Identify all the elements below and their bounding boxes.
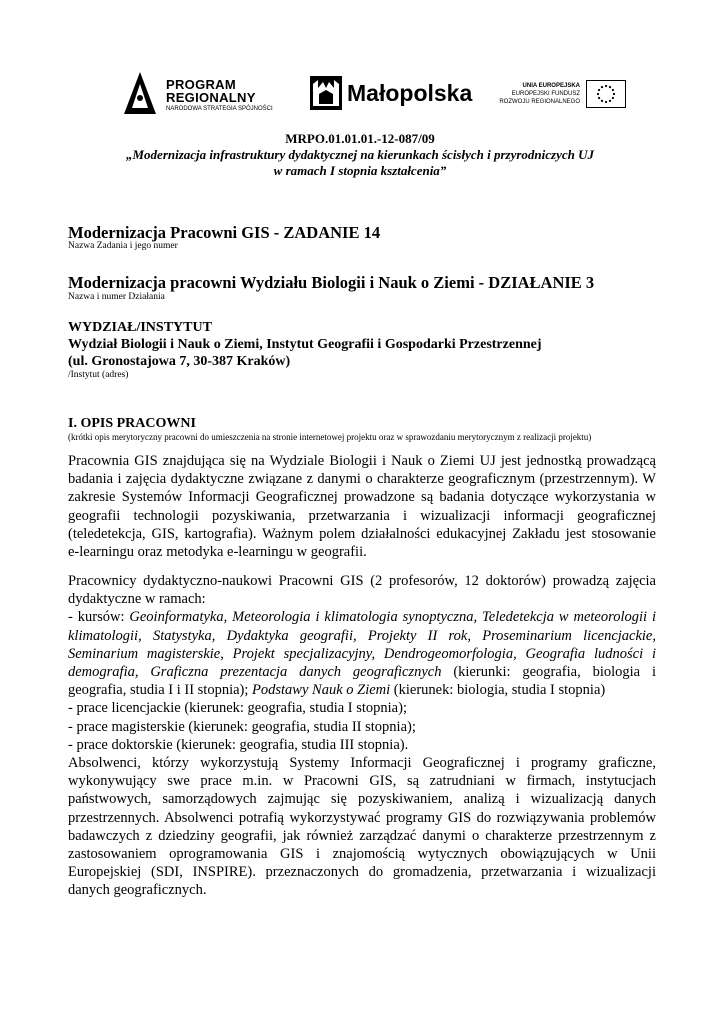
graduates-line: zastosowaniem oprogramowania GIS i znajomością wytycznych obowiązujących w Unii — [68, 846, 656, 863]
logo-bar — [0, 70, 724, 120]
para2-intro-line: dydaktyczne w ramach: — [68, 591, 206, 608]
list-item-magisterskie: - prace magisterskie (kierunek: geografia, studia II stopnia); — [68, 718, 416, 735]
para1-line: Pracownia GIS znajdująca się na Wydziale Biologii i Nauk o Ziemi UJ jest jednostką prowadzącą — [68, 453, 656, 469]
courses-line — [68, 663, 656, 681]
action-title: Modernizacja pracowni Wydziału Biologii i Nauk o Ziemi - DZIAŁANIE 3 — [68, 273, 595, 292]
program-regionalny-icon — [122, 70, 158, 116]
task-caption: Nazwa Zadania i jego numer — [68, 241, 178, 251]
eu-flag-icon — [586, 80, 626, 108]
faculty-line2: (ul. Gronostajowa 7, 30-387 Kraków) — [68, 354, 291, 369]
program-regionalny-logo — [122, 70, 292, 120]
courses-line — [68, 681, 656, 699]
graduates-line: wykonywujący swe prace m.in. w Pracowni GIS, są zatrudniani w firmach, instytucjach — [68, 773, 656, 790]
courses-plain: geografia, studia I i II stopnia); — [68, 682, 253, 699]
eu-line2: EUROPEJSKI FUNDUSZ — [511, 91, 580, 97]
graduates-line: państwowych, samorządowych zajmując się pozyskiwaniem, analizą i wizualizacją danych — [68, 791, 656, 808]
para1-line: (teledetekcja, GIS, kartografia). Ważnym polem działalności edukacyjnej Zakładu jest stosowanie — [68, 525, 656, 542]
project-number: MRPO.01.01.01.-12-087/09 — [285, 131, 435, 146]
graduates-line: Europejskiej (SDI, INSPIRE). przeznaczonych do gromadzenia, przetwarzania i wizualizacji — [68, 864, 656, 881]
project-title-line1: „Modernizacja infrastruktury dydaktycznej na kierunkach ścisłych i przyrodniczych UJ — [125, 147, 595, 162]
program-line1: PROGRAM — [166, 77, 236, 92]
program-line2: REGIONALNY — [166, 90, 256, 105]
courses-prefix: - kursów: — [68, 609, 130, 626]
malopolska-crest-icon — [310, 76, 342, 110]
project-title-line2: w ramach I stopnia kształcenia” — [273, 163, 447, 178]
graduates-line: danych geograficznych. — [68, 882, 207, 899]
courses-text: Podstawy Nauk o Ziemi — [252, 682, 391, 699]
program-line3: NARODOWA STRATEGIA SPÓJNOŚCI — [166, 106, 273, 112]
description-paragraph-1 — [68, 452, 656, 561]
malopolska-logo — [310, 76, 480, 112]
faculty-caption: /Instytut (adres) — [68, 370, 129, 380]
eu-line3: ROZWOJU REGIONALNEGO — [499, 99, 580, 105]
section-caption: (krótki opis merytoryczny pracowni do umieszczenia na stronie internetowej projektu oraz w sprawozdaniu merytorycznym z realizacji projektu) — [68, 432, 592, 442]
para1-line: e-learningu oraz metodyka e-learningu w geografii. — [68, 544, 367, 561]
eu-text — [490, 82, 580, 106]
para1-line: zakresie Systemów Informacji Geograficznej prowadzone są badania dotyczące wykorzystania w — [68, 489, 656, 506]
courses-line — [68, 627, 656, 645]
eu-line1: UNIA EUROPEJSKA — [522, 83, 580, 89]
para1-line: badania i zajęcia dydaktyczne związane z danymi o charakterze geograficznym (przestrzennym). W — [68, 471, 656, 488]
faculty-heading: WYDZIAŁ/INSTYTUT — [68, 320, 212, 335]
courses-text: Seminarium magisterskie, Projekt specjalizacyjny, Dendrogeomorfologia, Geografia ludności i — [68, 645, 656, 662]
courses-plain: (kierunki: geografia, biologia i — [441, 664, 656, 681]
graduates-line: badawczych z dziedziny geografii, jak również zarządzać danymi o charakterze przestrzennym z — [68, 827, 656, 844]
para1-line: geografii technologii pozyskiwania, przetwarzania i wizualizacji informacji geograficznej — [68, 507, 656, 524]
description-paragraph-2 — [68, 572, 656, 900]
malopolska-text: Małopolska — [347, 80, 473, 106]
graduates-line: przestrzennych. Absolwenci potrafią wykorzystywać programy GIS do rozwiązywania problemów — [68, 809, 656, 826]
courses-line — [68, 645, 656, 663]
para2-intro-line: Pracownicy dydaktyczno-naukowi Pracowni GIS (2 profesorów, 12 doktorów) prowadzą zajęcia — [68, 573, 656, 589]
faculty-line1: Wydział Biologii i Nauk o Ziemi, Instytut Geografii i Gospodarki Przestrzennej — [68, 337, 542, 352]
courses-text: klimatologii, Statystyka, Dydaktyka geografii, Projekty II rok, Proseminarium licencjackie, — [68, 627, 656, 644]
list-item-licencjackie: - prace licencjackie (kierunek: geografia, studia I stopnia); — [68, 700, 407, 717]
eu-logo — [490, 78, 640, 114]
courses-text: Geoinformatyka, Meteorologia i klimatologia synoptyczna, Teledetekcja w meteorologii i — [129, 609, 656, 626]
courses-line — [68, 608, 656, 626]
task-title: Modernizacja Pracowni GIS - ZADANIE 14 — [68, 223, 381, 242]
section-heading: I. OPIS PRACOWNI — [68, 416, 196, 431]
graduates-line: Absolwenci, którzy wykorzystują Systemy Informacji Geograficznej i programy graficzne, — [68, 755, 656, 772]
list-item-doktorskie: - prace doktorskie (kierunek: geografia, studia III stopnia). — [68, 736, 409, 753]
courses-text: demografia, Graficzna prezentacja danych geograficznych — [68, 664, 442, 681]
action-caption: Nazwa i numer Działania — [68, 292, 165, 302]
courses-plain: (kierunek: biologia, studia I stopnia) — [390, 682, 606, 699]
